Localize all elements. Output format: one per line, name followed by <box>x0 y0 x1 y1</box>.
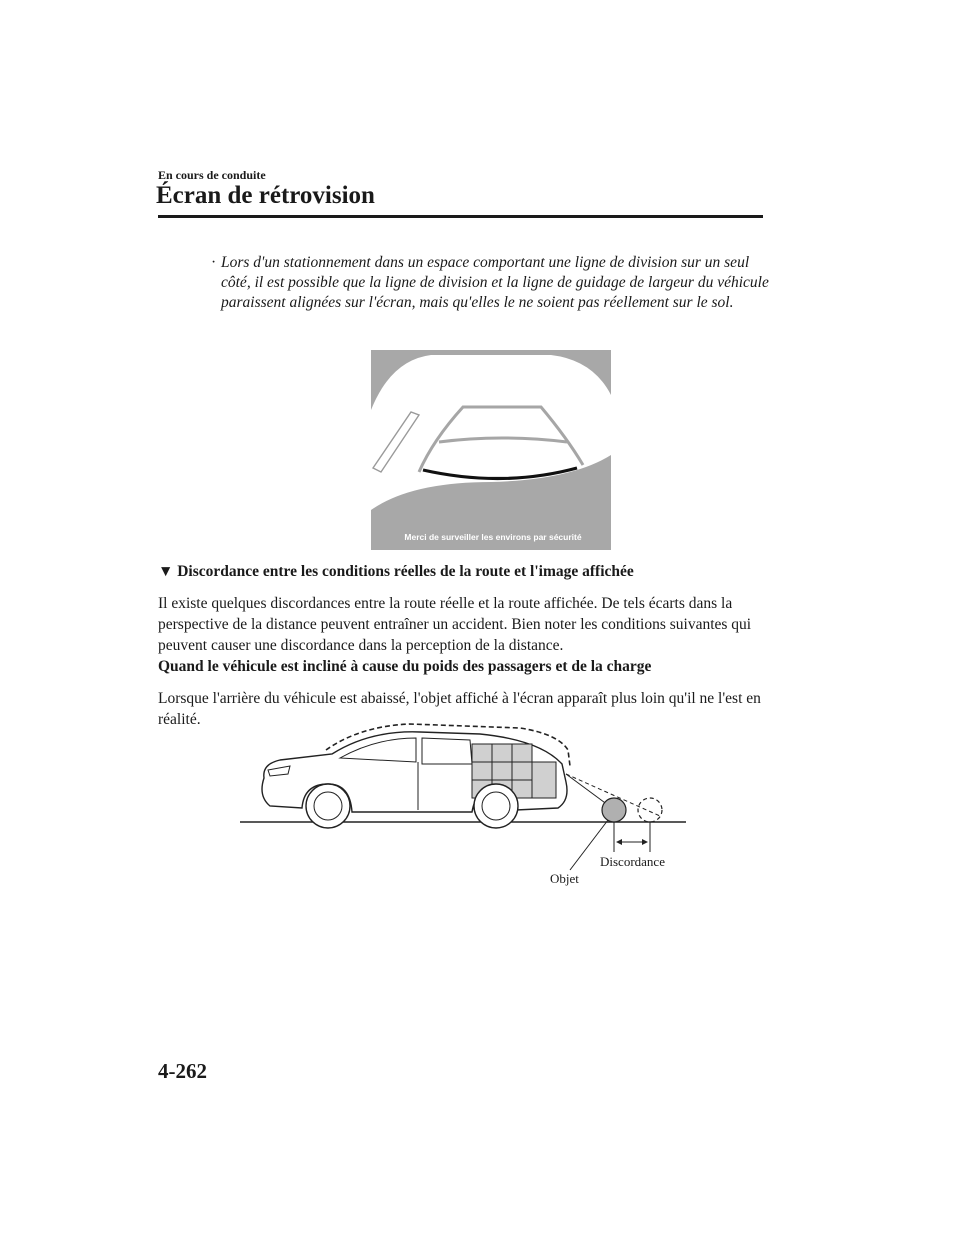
page-number: 4-262 <box>158 1059 207 1083</box>
rear-window <box>422 738 472 764</box>
condition-paragraph: Lorsque l'arrière du véhicule est abaissé, l'objet affiché à l'écran apparaît plus loin qu'il ne l'est en réalité. <box>158 690 761 728</box>
rear-wheel <box>474 784 518 828</box>
rearview-screen-figure <box>371 350 611 550</box>
section-label: En cours de conduite <box>158 168 266 182</box>
arrowhead-right <box>642 839 648 845</box>
page-title: Écran de rétrovision <box>156 182 375 209</box>
car-tilt-figure <box>240 718 690 898</box>
screen-caption: Merci de surveiller les environs par sécurité <box>404 532 582 542</box>
front-wheel <box>306 784 350 828</box>
section-heading: ▼ Discordance entre les conditions réelles de la route et l'image affichée <box>158 563 634 580</box>
label-discordance: Discordance <box>600 854 665 869</box>
apparent-object <box>638 798 662 822</box>
label-object: Objet <box>550 871 579 886</box>
actual-object <box>602 798 626 822</box>
bullet-text: Lors d'un stationnement dans un espace comportant une ligne de division sur un seul côté, il est possible que la ligne de division et la ligne de guidage de largeur du véhicule paraissent alignées sur l'écran, mais qu'elles le ne soient pas réellement sur le sol. <box>221 254 769 311</box>
arrowhead-left <box>616 839 622 845</box>
bullet-marker: · <box>211 254 217 271</box>
title-rule <box>158 215 763 218</box>
condition-heading: Quand le véhicule est incliné à cause du poids des passagers et de la charge <box>158 658 652 675</box>
intro-paragraph: Il existe quelques discordances entre la route réelle et la route affichée. De tels écarts dans la perspective de la distance peuvent entraîner un accident. Bien noter les conditions suivantes qui peuvent causer une discordance dans la perception de la distance. <box>158 595 752 654</box>
